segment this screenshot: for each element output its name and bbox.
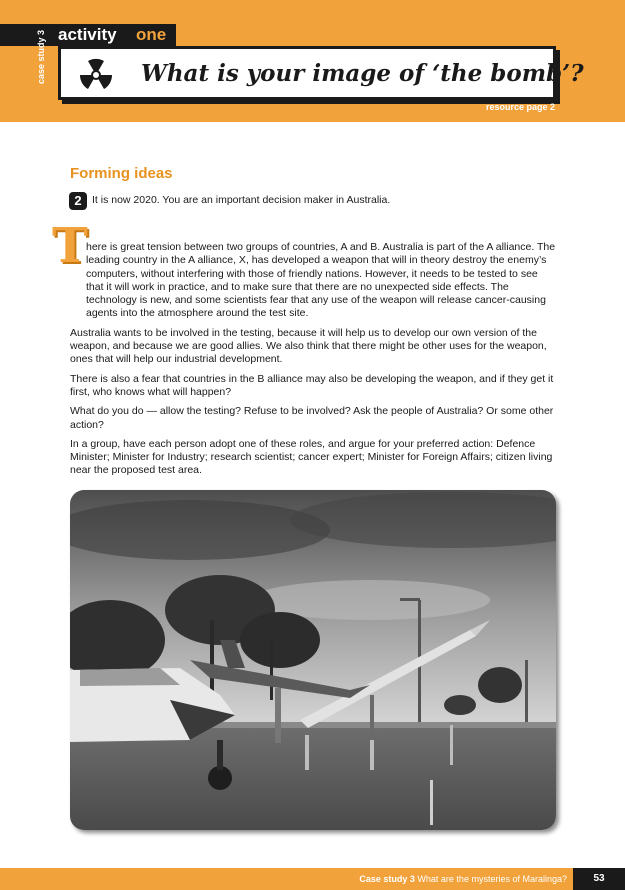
body-text	[70, 241, 556, 478]
step-text: It is now 2020. You are an important decision maker in Australia.	[92, 194, 391, 206]
aircraft-rocket-display-photo	[70, 490, 556, 830]
footer-case-study: Case study 3	[359, 874, 415, 884]
page-number: 53	[573, 868, 625, 890]
paragraph-4: What do you do — allow the testing? Refuse to be involved? Ask the people of Australia? Or some other action?	[70, 405, 554, 431]
paragraph-1: here is great tension between two groups of countries, A and B. Australia is part of the A alliance. The leading country in the A alliance, X, has developed a weapon that will in theory destroy the enemy’s computers, without interfering with those of friendly nations. However, it needs to be tested to see that it will work in practice, and to make sure that there are no unexpected side effects. The technology is new, and some scientists fear that any use of the weapon will release cancer-causing agents into the atmosphere around the test site.	[86, 241, 556, 320]
activity-number: one	[136, 25, 167, 44]
step-number-badge: 2	[69, 192, 87, 210]
paragraph-3: There is also a fear that countries in the B alliance may also be developing the weapon, and if they get it first, who knows what will happen?	[70, 372, 554, 398]
section-heading: Forming ideas	[70, 165, 173, 182]
radiation-trefoil-icon	[67, 53, 125, 97]
title-box	[58, 46, 584, 100]
paragraph-2: Australia wants to be involved in the testing, because it will help us to develop our own version of the weapon, and because we are good allies. We also think that there might be other uses for the weapon, ones that will help our industrial development.	[70, 326, 547, 366]
footer-caption	[359, 874, 567, 884]
footer-subtitle: What are the mysteries of Maralinga?	[417, 874, 567, 884]
activity-label: activity	[58, 25, 117, 44]
page-title: What is your image of ‘the bomb’?	[141, 60, 584, 87]
photo-illustration	[70, 490, 556, 830]
paragraph-5: In a group, have each person adopt one of these roles, and argue for your preferred action: Defence Minister; Minister for Industry; research scientist; cancer expert; Minister for Foreign Affairs; citizen living near the proposed test area.	[70, 437, 553, 477]
drop-cap: T	[52, 218, 88, 274]
case-study-side-label: case study 3	[36, 29, 46, 84]
resource-page-label: resource page 2	[485, 102, 555, 112]
